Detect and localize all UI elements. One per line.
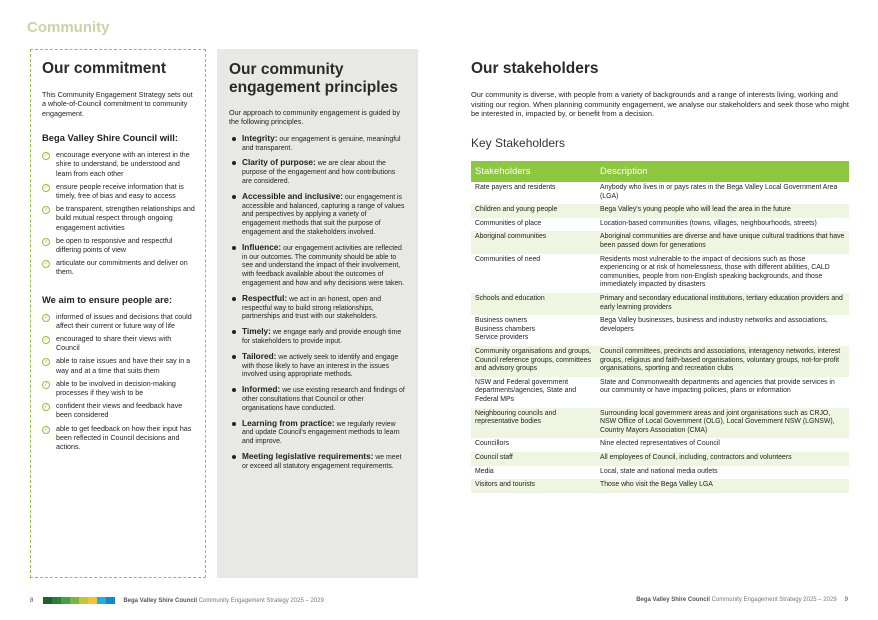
principle-item xyxy=(229,192,406,238)
list-item xyxy=(42,380,195,398)
principle-title: Informed: xyxy=(242,384,281,395)
stakeholders-heading: Our stakeholders xyxy=(471,60,599,77)
check-circle-icon: ✓ xyxy=(43,426,49,433)
list-item xyxy=(42,425,195,453)
page-number-left: 8 xyxy=(30,597,34,604)
list-item xyxy=(42,205,195,233)
stakeholder-description: Nine elected representatives of Council xyxy=(600,440,720,448)
footer-council-right: Bega Valley Shire Council xyxy=(636,597,710,603)
list-item xyxy=(42,313,195,331)
footer-left xyxy=(30,597,324,604)
commitment-heading: Our commitment xyxy=(42,60,167,77)
stakeholder-name: Communities of place xyxy=(475,219,542,227)
principle-item xyxy=(229,243,406,289)
stakeholder-description: Those who visit the Bega Valley LGA xyxy=(596,479,849,493)
table-row xyxy=(471,377,849,408)
list-item-text: be open to responsive and respectful differing points of view xyxy=(56,236,173,255)
table-row xyxy=(471,346,849,377)
stakeholder-description: Bega Valley's young people who will lead the area in the future xyxy=(596,204,849,218)
principle-text: we engage early and provide enough time for stakeholders to provide input. xyxy=(242,329,402,345)
stakeholder-description: All employees of Council, including, contractors and volunteers xyxy=(596,452,849,466)
color-swatch xyxy=(79,597,88,604)
stakeholder-description: Council committees, precincts and associations, interagency networks, interest groups, religious and faith-based organisations, voluntary groups, not-for-profit organisations, sporting and recreation clubs xyxy=(596,346,849,377)
page-number-right: 9 xyxy=(844,597,848,603)
aim-list xyxy=(42,313,195,453)
check-circle-icon: ✓ xyxy=(43,184,49,191)
color-strip xyxy=(43,597,115,604)
aim-heading: We aim to ensure people are: xyxy=(42,293,173,305)
stakeholder-name: Neighbouring councils and representative bodies xyxy=(471,408,596,439)
color-swatch xyxy=(70,597,79,604)
principle-text: our engagement is genuine, meaningful and transparent. xyxy=(242,135,401,152)
table-row xyxy=(471,438,849,452)
color-swatch xyxy=(43,597,52,604)
list-item-text: encouraged to share their views with Council xyxy=(56,335,172,353)
principle-title: Integrity: xyxy=(242,132,278,143)
principle-item xyxy=(229,452,406,472)
commitment-panel xyxy=(30,49,206,578)
footer-doc-right: Community Engagement Strategy 2025 – 2029 xyxy=(711,597,837,603)
check-circle-icon: ✓ xyxy=(43,261,49,268)
check-circle-icon: ✓ xyxy=(43,381,49,388)
list-item-text: ensure people receive information that is timely, free of bias and easy to access xyxy=(56,182,184,201)
stakeholders-section xyxy=(471,60,849,493)
color-swatch xyxy=(88,597,97,604)
stakeholder-description: Residents most vulnerable to the impact of decisions such as those experiencing or at risk of homelessness, those with different abilities, CALD communities, people from non-English speaking backgrounds, and those immediately impacted by disasters xyxy=(600,255,830,289)
list-item xyxy=(42,237,195,255)
principle-text: our engagement activities are reflected in our outcomes. The community should be able to see and understand the impact of their involvement, with feedback available about the outcomes of engagement and how and why decisions were taken. xyxy=(242,244,405,287)
table-row xyxy=(471,231,849,253)
stakeholder-name: Communities of need xyxy=(475,255,541,263)
table-row xyxy=(471,315,849,346)
stakeholders-intro: Our community is diverse, with people from a variety of backgrounds and a range of interests living, working and visiting our region. When planning community engagement, we analyse our stakeholders and seek those who might be interested in, impacted by, or benefit from a decision. xyxy=(471,90,849,119)
list-item xyxy=(42,151,195,179)
list-item-text: be transparent, strengthen relationships and build mutual respect through ongoing engagement activities xyxy=(56,205,195,232)
principle-text: our engagement is accessible and balanced, capturing a range of values and perspectives by applying a variety of engagement methods that suit the purpose of engagement and the stakeholders involved. xyxy=(242,193,405,236)
principle-item xyxy=(229,419,406,447)
stakeholder-name: Community organisations and groups, Council reference groups, committees and advisory groups xyxy=(471,346,596,377)
color-swatch xyxy=(97,597,106,604)
column-header-stakeholders: Stakeholders xyxy=(471,161,596,182)
list-item-text: confident their views and feedback have been considered xyxy=(56,402,183,420)
check-circle-icon: ✓ xyxy=(43,337,49,344)
table-row xyxy=(471,466,849,480)
table-row xyxy=(471,218,849,232)
stakeholder-name: Media xyxy=(475,467,494,475)
principle-title: Respectful: xyxy=(242,292,288,303)
stakeholder-name: Councillors xyxy=(475,440,510,448)
principles-list xyxy=(229,134,406,472)
check-circle-icon: ✓ xyxy=(43,404,49,411)
principle-text: we meet or exceed all statutory engagement requirements. xyxy=(242,453,402,470)
principle-text: we use existing research and findings of other consultations that Council or other organisations have conducted. xyxy=(242,387,405,412)
principle-title: Timely: xyxy=(242,326,271,337)
color-swatch xyxy=(61,597,70,604)
will-heading: Bega Valley Shire Council will: xyxy=(42,132,178,144)
list-item-text: encourage everyone with an interest in the shire to understand, be understood and learn from each other xyxy=(56,151,190,178)
color-swatch xyxy=(106,597,115,604)
table-row xyxy=(471,408,849,439)
list-item xyxy=(42,183,195,201)
principle-title: Clarity of purpose: xyxy=(242,157,316,168)
stakeholder-name: Visitors and tourists xyxy=(471,479,596,493)
list-item-text: articulate our commitments and deliver on them. xyxy=(56,259,188,277)
color-swatch xyxy=(52,597,61,604)
stakeholder-description: Primary and secondary educational institutions, tertiary education providers and early learning providers xyxy=(596,293,849,315)
footer-right xyxy=(636,597,848,603)
principle-title: Learning from practice: xyxy=(242,417,335,428)
principle-text: we act in an honest, open and respectful way to build strong relationships, partnerships and trust with our stakeholders. xyxy=(242,295,382,321)
stakeholder-name: Children and young people xyxy=(471,204,596,218)
principle-title: Tailored: xyxy=(242,350,277,361)
stakeholder-name: Rate payers and residents xyxy=(475,184,556,192)
stakeholder-description: Local, state and national media outlets xyxy=(600,467,718,475)
section-label: Community xyxy=(27,19,110,36)
list-item xyxy=(42,335,195,353)
footer-doc-left: Community Engagement Strategy 2025 – 2029 xyxy=(198,597,324,604)
footer-council-left: Bega Valley Shire Council xyxy=(123,597,198,604)
stakeholder-description: Aboriginal communities are diverse and have unique cultural traditions that have been passed down for generations xyxy=(596,231,849,253)
principles-heading: Our community engagement principles xyxy=(229,61,398,96)
principle-item xyxy=(229,134,406,154)
check-circle-icon: ✓ xyxy=(43,314,49,321)
list-item-text: able to raise issues and have their say in a way and at a time that suits them xyxy=(56,357,191,375)
list-item xyxy=(42,357,195,375)
check-circle-icon: ✓ xyxy=(43,153,49,160)
stakeholder-description: State and Commonwealth departments and agencies that provide services in our community or have impacting policies, plans or information xyxy=(600,378,835,395)
principle-title: Meeting legislative requirements: xyxy=(242,450,374,461)
principles-panel xyxy=(217,49,418,578)
principle-item xyxy=(229,327,406,347)
table-row xyxy=(471,254,849,293)
will-list xyxy=(42,151,195,277)
principle-item xyxy=(229,385,406,413)
table-row xyxy=(471,479,849,493)
principle-item xyxy=(229,352,406,380)
stakeholder-name: NSW and Federal government departments/agencies, State and Federal MPs xyxy=(475,378,577,403)
key-stakeholders-heading: Key Stakeholders xyxy=(471,136,566,151)
stakeholder-name: Schools and education xyxy=(471,293,596,315)
list-item-text: informed of issues and decisions that could affect their current or future way of life xyxy=(56,312,192,330)
table-row xyxy=(471,452,849,466)
stakeholder-name: Business owners Business chambers Service providers xyxy=(475,317,536,342)
principle-title: Accessible and inclusive: xyxy=(242,190,343,201)
principle-item xyxy=(229,294,406,322)
check-circle-icon: ✓ xyxy=(43,238,49,245)
list-item xyxy=(42,402,195,420)
principle-text: we are clear about the purpose of the engagement and how contributions are considered. xyxy=(242,160,396,185)
list-item xyxy=(42,259,195,277)
list-item-text: able to be involved in decision-making processes if they wish to be xyxy=(56,379,176,398)
stakeholder-name: Council staff xyxy=(471,452,596,466)
principles-intro: Our approach to community engagement is guided by the following principles. xyxy=(229,108,401,127)
table-row xyxy=(471,182,849,204)
table-row xyxy=(471,293,849,315)
stakeholders-table xyxy=(471,161,849,493)
principle-title: Influence: xyxy=(242,241,282,252)
stakeholder-description: Bega Valley businesses, business and industry networks and associations, developers xyxy=(600,317,828,333)
check-circle-icon: ✓ xyxy=(43,207,49,214)
principle-text: we actively seek to identify and engage with those likely to have an interest in the issues involved using appropriate methods. xyxy=(242,353,399,379)
table-row xyxy=(471,204,849,218)
stakeholder-description: Location-based communities (towns, villages, neighbourhoods, streets) xyxy=(600,219,817,227)
principle-text: we regularly review and update Council's engagement methods to learn and improve. xyxy=(242,420,400,446)
stakeholder-description: Anybody who lives in or pays rates in the Bega Valley Local Government Area (LGA) xyxy=(600,184,838,200)
principle-item xyxy=(229,158,406,186)
commitment-intro: This Community Engagement Strategy sets out a whole-of-Council commitment to community engagement. xyxy=(42,90,193,118)
list-item-text: able to get feedback on how their input has been reflected in Council decisions and actions. xyxy=(56,424,192,452)
stakeholder-description: Surrounding local government areas and joint organisations such as CRJO, NSW Office of Local Government (OLG), Local Government NSW (LGNSW), Country Mayors Association (CMA) xyxy=(596,408,849,439)
column-header-description: Description xyxy=(596,161,849,182)
check-circle-icon: ✓ xyxy=(43,359,49,366)
stakeholder-name: Aboriginal communities xyxy=(471,231,596,253)
